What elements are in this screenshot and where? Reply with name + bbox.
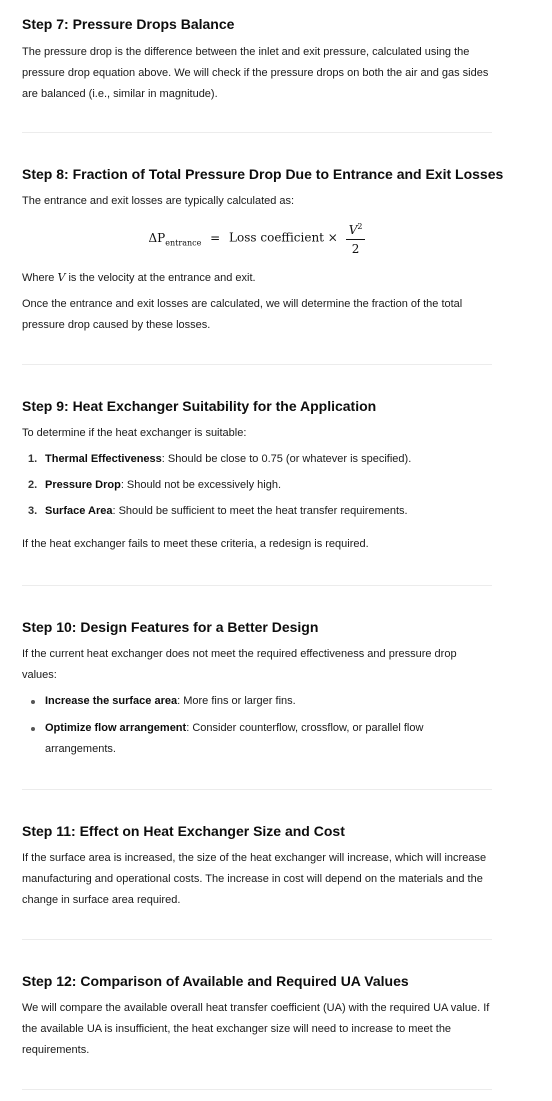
design-feature-item [22, 718, 492, 760]
suitability-criteria-list [22, 449, 492, 522]
where-variable: V [57, 271, 66, 284]
equation-equals: = [210, 230, 221, 245]
step11-heading: Step 11: Effect on Heat Exchanger Size and Cost [22, 823, 345, 839]
where-prefix: Where [22, 272, 55, 284]
design-feature-item [22, 691, 492, 712]
section-divider [22, 585, 492, 586]
step10-heading: Step 10: Design Features for a Better Design [22, 619, 319, 635]
step12-section [22, 972, 492, 1061]
feature-term: Increase the surface area [45, 695, 178, 707]
design-features-list [22, 691, 492, 760]
step11-section [22, 822, 492, 911]
step8-continued [22, 267, 492, 336]
step10-intro: If the current heat exchanger does not meet the required effectiveness and pressure drop values: [22, 648, 457, 681]
equation-lhs-subscript: entrance [165, 237, 202, 247]
step8-heading: Step 8: Fraction of Total Pressure Drop Due to Entrance and Exit Losses [22, 166, 504, 182]
equation-lhs-symbol: ΔP [148, 230, 166, 245]
criteria-description: : Should be close to 0.75 (or whatever is specified). [161, 453, 412, 465]
criteria-number: 3. [28, 505, 38, 517]
where-suffix: is the velocity at the entrance and exit. [68, 272, 256, 284]
criteria-term: Surface Area [45, 505, 113, 517]
step9-section [22, 397, 492, 555]
equation-numerator-exp: 2 [357, 222, 363, 231]
equation-lhs [149, 231, 202, 245]
equation-numerator [346, 220, 366, 240]
step8-section [22, 165, 504, 212]
step11-body: If the surface area is increased, the size of the heat exchanger will increase, which will increase manufacturing and operational costs. The increase in cost will depend on the materials and the change in surface area required. [22, 852, 487, 906]
step10-section [22, 618, 492, 760]
criteria-number: 1. [28, 453, 38, 465]
equation-numerator-var: V [348, 223, 358, 237]
bullet-icon [31, 727, 35, 731]
section-divider [22, 939, 492, 940]
criteria-item [22, 475, 492, 496]
feature-term: Optimize flow arrangement [45, 722, 187, 734]
criteria-term: Thermal Effectiveness [45, 453, 162, 465]
equation-rhs-text: Loss coefficient × [229, 230, 338, 245]
criteria-description: : Should not be excessively high. [120, 479, 282, 491]
criteria-description: : Should be sufficient to meet the heat transfer requirements. [112, 505, 408, 517]
step12-heading: Step 12: Comparison of Available and Required UA Values [22, 973, 409, 989]
feature-description: : More fins or larger fins. [177, 695, 296, 707]
criteria-number: 2. [28, 479, 38, 491]
equation-denominator: 2 [351, 242, 360, 256]
section-divider [22, 1089, 492, 1090]
section-divider [22, 364, 492, 365]
step9-outro: If the heat exchanger fails to meet these criteria, a redesign is required. [22, 538, 369, 550]
criteria-item [22, 449, 492, 470]
step8-where-line [22, 267, 492, 289]
step7-section [22, 15, 492, 105]
step8-intro: The entrance and exit losses are typically calculated as: [22, 195, 295, 207]
equation-fraction [346, 220, 366, 256]
step7-heading: Step 7: Pressure Drops Balance [22, 16, 235, 32]
step9-intro: To determine if the heat exchanger is suitable: [22, 427, 247, 439]
section-divider [22, 789, 492, 790]
step12-body: We will compare the available overall heat transfer coefficient (UA) with the required UA value. If the available UA is insufficient, the heat exchanger size will need to increase to meet the requirements. [22, 1002, 490, 1056]
bullet-icon [31, 700, 35, 704]
step8-body: Once the entrance and exit losses are calculated, we will determine the fraction of the total pressure drop caused by these losses. [22, 298, 463, 331]
criteria-item [22, 501, 492, 522]
step9-heading: Step 9: Heat Exchanger Suitability for the Application [22, 398, 377, 414]
entrance-loss-equation [22, 220, 492, 256]
step7-body: The pressure drop is the difference between the inlet and exit pressure, calculated using the pressure drop equation above. We will check if the pressure drops on both the air and gas sides are balanced (i.e., similar in magnitude). [22, 46, 489, 100]
feature-description: : Consider counterflow, crossflow, or parallel flow arrangements. [45, 722, 424, 755]
section-divider [22, 132, 492, 133]
criteria-term: Pressure Drop [45, 479, 121, 491]
